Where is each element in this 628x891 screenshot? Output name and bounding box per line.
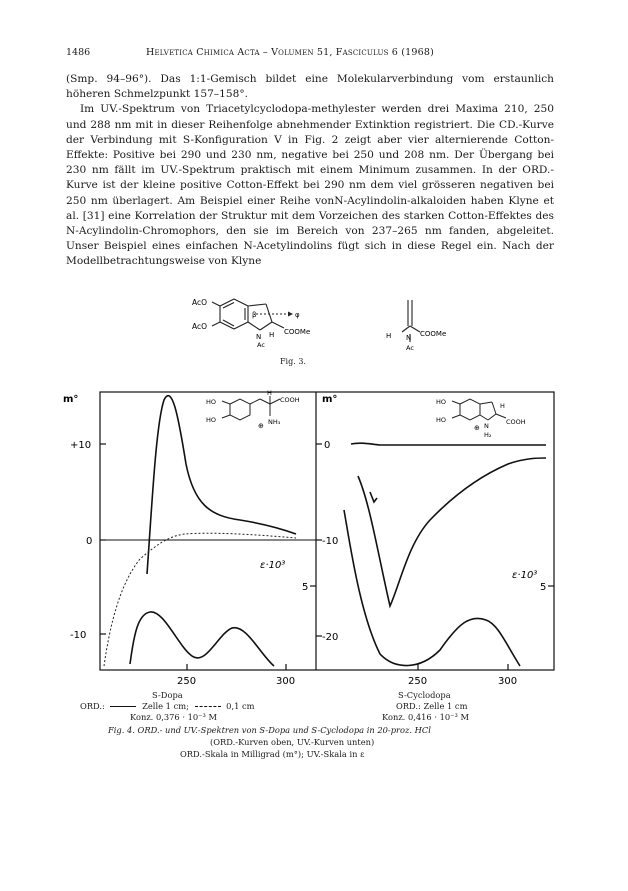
figure-4-caption-line-3: ORD.-Skala in Milligrad (m°); UV.-Skala in ε [180, 749, 365, 759]
right-uv-curve [344, 510, 520, 666]
right-concentration: Konz. 0,416 · 10⁻³ M [382, 712, 470, 722]
dashed-line-key [195, 706, 221, 707]
left-x-tick-300: 300 [276, 676, 296, 687]
nitrogen-label: N [256, 333, 262, 341]
body-text [66, 72, 554, 270]
dopa-h: H [267, 389, 272, 397]
figure-4-plot [60, 384, 570, 690]
right-ord-tick-minus10: -10 [322, 536, 339, 547]
hydrogen-label: H [269, 331, 275, 339]
right-ord-hook [370, 492, 377, 502]
left-ord-unit: m° [63, 394, 79, 405]
right-ord-tick-0: 0 [324, 440, 331, 451]
right-x-tick-300: 300 [498, 676, 518, 687]
left-ord-tick-plus10: +10 [70, 440, 92, 451]
dopa-cooh: COOH [280, 396, 300, 404]
struct2-hydrogen: H [386, 332, 392, 340]
ord-solid-legend: Zelle 1 cm; [142, 701, 189, 711]
cyclodopa-n: N [484, 422, 489, 430]
cyclodopa-ho-1: HO [436, 398, 447, 406]
acetyl-label: Ac [257, 341, 265, 349]
dopa-nh3: NH₃ [268, 418, 281, 426]
cyclodopa-cooh: COOH [506, 418, 526, 426]
cyclodopa-h: H [500, 402, 505, 410]
left-uv-tick-5: 5 [302, 582, 309, 593]
left-compound-name: S-Dopa [152, 690, 183, 700]
figure-4-caption-line-1: Fig. 4. ORD.- und UV.-Spektren von S-Dopa und S-Cyclodopa in 20-proz. HCl [108, 725, 431, 735]
paragraph-2: Im UV.-Spektrum von Triacetylcyclodopa-methylester werden drei Maxima 210, 250 und 288 nm mit in dieser Reihenfolge abnehmender Extinktion registriert. Die CD.-Kurve der Verbindung mit S-Konfiguration V in Fig. 2 zeigt aber vier alternierende Cotton-Effekte: Positive bei 290 und 230 nm, negative bei 250 und 208 nm. Der Übergang bei 230 nm fällt im UV.-Spektrum praktisch mit einem Minimum zusammen. In der ORD.-Kurve ist der kleine positive Cotton-Effekt bei 290 nm dem viel grösseren negativen bei 250 nm überlagert. Am Beispiel einer Reihe vonN-Acylindolin-alkaloiden haben Klyne et al. [31] eine Korrelation der Struktur mit dem Vorzeichen des starken Cotton-Effektes des N-Acylindolin-Chromophors, den sie im Bereich von 237–265 nm fanden, abgeleitet. Unser Beispiel eines einfachen N-Acetylindolins fügt sich in diese Regel ein. Nach der Modellbetrachtungsweise von Klyne [66, 103, 554, 268]
figure-4 [60, 384, 570, 694]
struct2-acetyl: Ac [406, 344, 414, 352]
benzene-ring [220, 299, 248, 329]
cyclodopa-ho-2: HO [436, 416, 447, 424]
ester-label: COOMe [284, 328, 311, 336]
right-x-tick-250: 250 [408, 676, 428, 687]
aco-label-1: AcO [192, 298, 208, 307]
cyclodopa-h2: H₂ [484, 431, 492, 439]
figure-3-structures [190, 296, 450, 380]
left-uv-unit: ε·10³ [260, 560, 286, 571]
cyclodopa-structure [452, 399, 506, 420]
right-ord-top-curve [351, 443, 546, 445]
phi-label: φ [295, 311, 300, 319]
left-ord-tick-minus10: -10 [70, 630, 87, 641]
left-uv-curve [130, 612, 274, 666]
dopa-ho-1: HO [206, 398, 217, 406]
right-ord-main-curve [358, 458, 546, 606]
right-ord-tick-minus20: -20 [322, 632, 339, 643]
right-uv-tick-5: 5 [540, 582, 547, 593]
left-x-tick-250: 250 [177, 676, 197, 687]
page-number: 1486 [66, 47, 91, 58]
right-uv-unit: ε·10³ [512, 570, 538, 581]
figure-3-label: Fig. 3. [280, 357, 306, 366]
beta-label: β [252, 311, 257, 319]
struct2-nitrogen: N [406, 334, 412, 342]
solid-line-key [110, 706, 136, 707]
figure-4-caption-line-2: (ORD.-Kurven oben, UV.-Kurven unten) [210, 737, 375, 747]
ord-prefix: ORD.: [80, 701, 105, 711]
struct2-ester: COOMe [420, 330, 447, 338]
cyclodopa-charge: ⊕ [474, 424, 480, 432]
right-ord-unit: m° [322, 394, 338, 405]
figure-3 [190, 296, 450, 380]
left-ord-tick-0: 0 [86, 536, 93, 547]
right-ord-legend: ORD.: Zelle 1 cm [396, 701, 468, 711]
ord-dashed-legend: 0,1 cm [226, 701, 255, 711]
dopa-structure [222, 396, 280, 420]
dopa-charge: ⊕ [258, 422, 264, 430]
right-compound-name: S-Cyclodopa [398, 690, 451, 700]
dopa-ho-2: HO [206, 416, 217, 424]
left-concentration: Konz. 0,376 · 10⁻³ M [130, 712, 218, 722]
journal-title: Helvetica Chimica Acta – Volumen 51, Fasciculus 6 (1968) [146, 47, 435, 58]
paragraph-1: (Smp. 94–96°). Das 1:1-Gemisch bildet eine Molekularverbindung vom erstaunlich höheren Schmelzpunkt 157–158°. [66, 73, 554, 101]
left-ord-legend [80, 701, 255, 712]
aco-label-2: AcO [192, 322, 208, 331]
